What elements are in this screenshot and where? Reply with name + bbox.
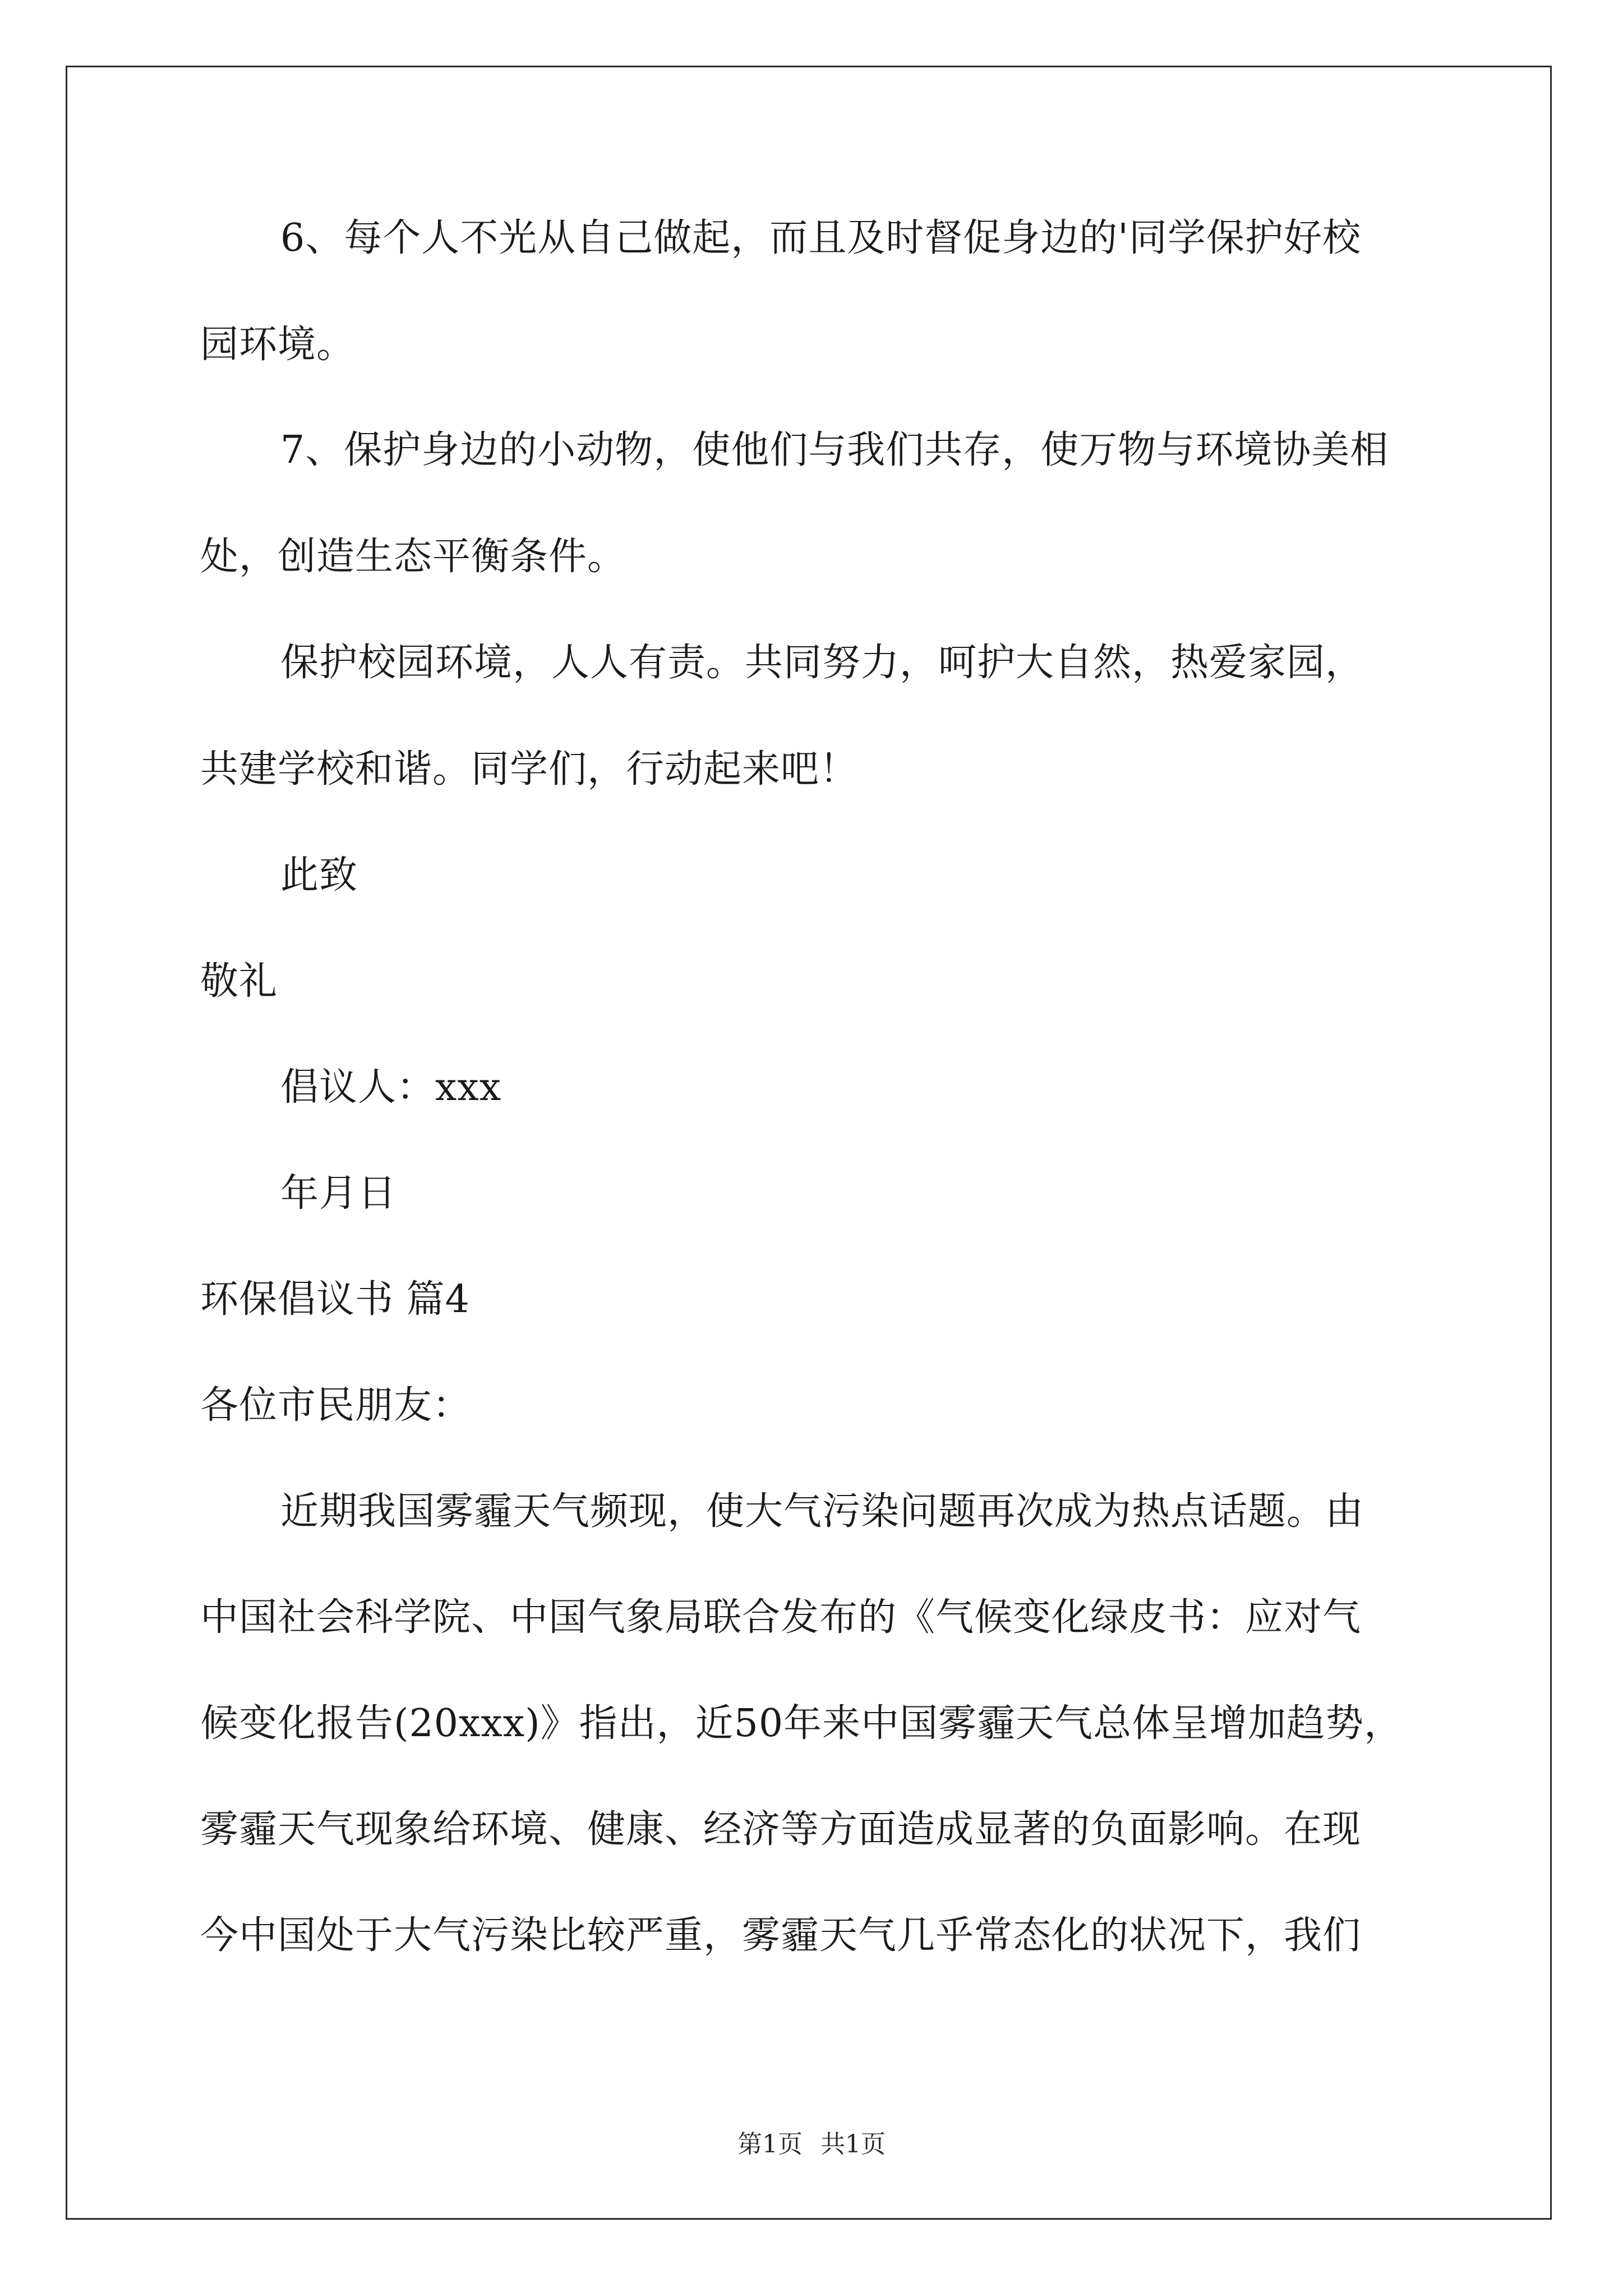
text-line: 雾霾天气现象给环境、健康、经济等方面造成显著的负面影响。在现 <box>200 1807 1362 1852</box>
page-border <box>66 66 1552 2220</box>
text-line: 中国社会科学院、中国气象局联合发布的《气候变化绿皮书：应对气 <box>200 1595 1362 1640</box>
text-line: 7、保护身边的小动物，使他们与我们共存，使万物与环境协美相 <box>280 428 1389 472</box>
text-line: 处，创造生态平衡条件。 <box>200 535 626 579</box>
page-footer: 第1页 共1页 <box>737 2130 886 2159</box>
closing-line: 敬礼 <box>200 959 278 1004</box>
section-heading: 环保倡议书 篇4 <box>200 1277 470 1322</box>
text-line: 园环境。 <box>200 323 356 367</box>
date-line: 年月日 <box>280 1171 397 1216</box>
salutation-line: 此致 <box>280 853 358 898</box>
text-line: 今中国处于大气污染比较严重，雾霾天气几乎常态化的状况下，我们 <box>200 1913 1362 1958</box>
text-line: 保护校园环境，人人有责。共同努力，呵护大自然，热爱家园， <box>280 641 1364 685</box>
text-line: 候变化报告(20xxx)》指出，近50年来中国雾霾天气总体呈增加趋势， <box>200 1701 1403 1746</box>
signatory-line: 倡议人：xxx <box>280 1065 502 1110</box>
text-line: 近期我国雾霾天气频现，使大气污染问题再次成为热点话题。由 <box>280 1489 1364 1534</box>
text-line: 6、每个人不光从自己做起，而且及时督促身边的'同学保护好校 <box>280 216 1361 260</box>
greeting-line: 各位市民朋友： <box>200 1383 472 1428</box>
text-line: 共建学校和谐。同学们，行动起来吧！ <box>200 747 859 792</box>
